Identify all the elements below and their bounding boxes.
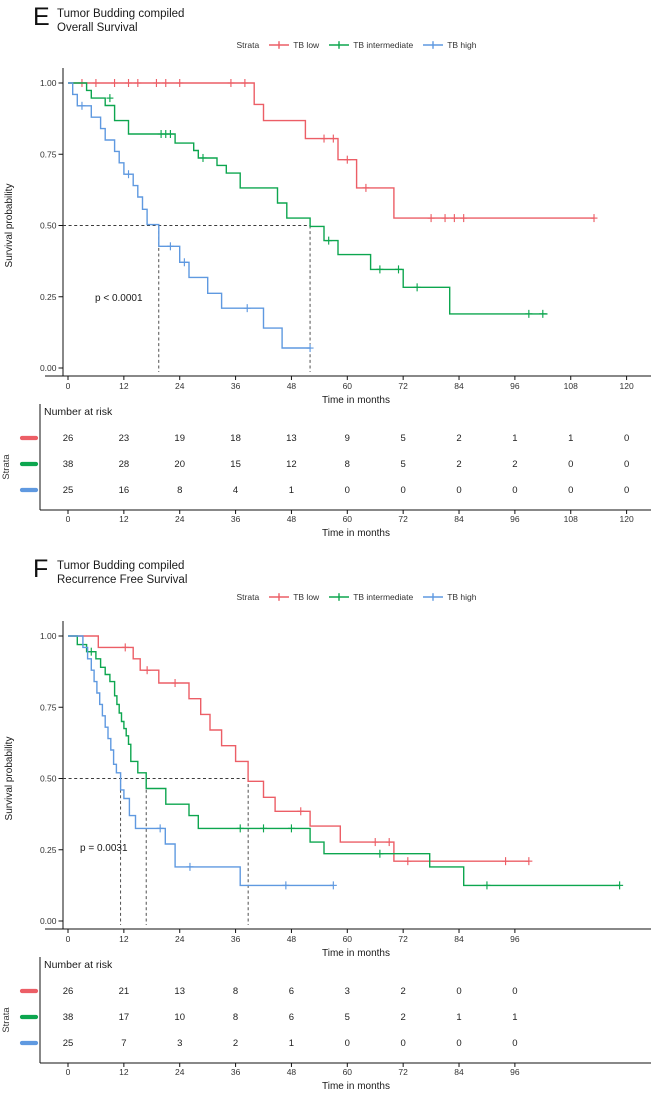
risk-count: 13: [286, 433, 297, 444]
risk-count: 0: [400, 485, 406, 496]
x-tick-label: 0: [65, 934, 71, 944]
risk-count: 1: [512, 433, 518, 444]
legend-item-tb-intermediate: [328, 592, 413, 602]
risk-count: 2: [400, 986, 406, 997]
risk-count: 5: [400, 433, 406, 444]
risk-axis-tick-label: 12: [119, 1067, 129, 1077]
panel-f-title: Tumor Budding compiled: [57, 560, 185, 572]
x-tick-label: 96: [510, 934, 520, 944]
y-tick-label: 0.25: [39, 291, 57, 302]
risk-count: 0: [623, 459, 630, 470]
risk-count: 15: [230, 459, 241, 470]
panel-f-header: [0, 548, 657, 611]
risk-count: 4: [232, 485, 239, 496]
p-value-label: p < 0.0001: [95, 293, 143, 304]
risk-count: 8: [344, 459, 350, 470]
risk-count: 18: [230, 433, 241, 444]
risk-count: 2: [400, 1012, 406, 1023]
risk-axis-tick-label: 84: [454, 514, 464, 524]
risk-count: 16: [118, 485, 130, 496]
x-tick-label: 72: [398, 934, 408, 944]
risk-count: 38: [62, 1012, 74, 1023]
y-tick-label: 0.00: [39, 363, 57, 373]
legend-label-tb-low: TB low: [293, 40, 320, 50]
panel-e-titles: [57, 0, 657, 35]
risk-count: 3: [177, 1038, 183, 1049]
x-tick-label: 24: [174, 934, 185, 944]
panel-f-subtitle: Recurrence Free Survival: [57, 574, 188, 587]
legend-item-tb-low: [268, 592, 319, 602]
risk-count: 1: [456, 1012, 462, 1023]
risk-axis-tick-label: 108: [563, 514, 578, 524]
panel-e-strata-legend: [0, 40, 657, 50]
x-tick-label: 12: [119, 934, 129, 944]
x-tick-label: 48: [286, 934, 297, 944]
risk-count: 21: [118, 986, 130, 997]
risk-count: 0: [512, 986, 518, 997]
y-axis-title: Survival probability: [4, 183, 15, 268]
risk-count: 23: [118, 433, 130, 444]
panel-f-strata-legend: [0, 592, 657, 602]
risk-table-title: Number at risk: [44, 406, 113, 418]
legend-title: Strata: [236, 592, 260, 602]
x-tick-label: 108: [563, 381, 578, 391]
km-plot-recurrence-free-survival: [0, 611, 657, 1101]
panel-recurrence-free-survival: [0, 548, 657, 1101]
risk-count: 28: [118, 459, 130, 470]
risk-axis-tick-label: 48: [286, 1067, 297, 1077]
x-tick-label: 48: [286, 381, 297, 391]
x-tick-label: 120: [619, 381, 634, 391]
risk-axis-tick-label: 48: [286, 514, 297, 524]
risk-axis-tick-label: 36: [230, 514, 241, 524]
risk-count: 8: [232, 1012, 239, 1023]
risk-axis-tick-label: 60: [342, 514, 353, 524]
risk-count: 0: [456, 1038, 462, 1049]
risk-axis-tick-label: 0: [65, 514, 71, 524]
legend-label-tb-intermediate: TB intermediate: [353, 592, 414, 602]
x-tick-label: 84: [454, 381, 464, 391]
risk-count: 7: [121, 1038, 127, 1049]
km-curve-tb-intermediate: [68, 636, 620, 885]
risk-table-title: Number at risk: [44, 959, 113, 971]
x-tick-label: 12: [119, 381, 129, 391]
risk-count: 13: [174, 986, 186, 997]
panel-e-subtitle: Overall Survival: [57, 22, 138, 35]
risk-count: 6: [288, 986, 295, 997]
risk-count: 1: [288, 1038, 295, 1049]
x-tick-label: 60: [342, 934, 353, 944]
risk-count: 25: [62, 1038, 74, 1049]
legend-label-tb-high: TB high: [447, 40, 477, 50]
risk-count: 2: [456, 433, 462, 444]
legend-item-tb-intermediate: [328, 40, 413, 50]
risk-axis-tick-label: 24: [174, 514, 185, 524]
risk-count: 17: [118, 1012, 130, 1023]
panel-e-title: Tumor Budding compiled: [57, 8, 185, 20]
panel-e-header: [0, 0, 657, 58]
risk-axis-tick-label: 96: [510, 514, 520, 524]
risk-count: 0: [623, 433, 630, 444]
risk-table-strata-label: Strata: [1, 1007, 12, 1033]
km-curve-tb-low: [68, 83, 594, 218]
legend-key-icon: [328, 592, 350, 602]
legend-item-tb-high: [422, 592, 476, 602]
legend-key-icon: [422, 40, 444, 50]
risk-count: 5: [344, 1012, 350, 1023]
risk-count: 8: [232, 986, 239, 997]
x-tick-label: 36: [230, 381, 241, 391]
risk-axis-tick-label: 24: [174, 1067, 185, 1077]
y-tick-label: 1.00: [39, 78, 57, 88]
legend-label-tb-low: TB low: [293, 592, 320, 602]
risk-count: 2: [456, 459, 462, 470]
risk-count: 5: [400, 459, 406, 470]
km-curve-tb-low: [68, 636, 529, 861]
risk-count: 38: [62, 459, 74, 470]
risk-count: 2: [232, 1038, 239, 1049]
panel-f-letter: F: [33, 555, 49, 583]
risk-count: 25: [62, 485, 74, 496]
risk-count: 26: [62, 433, 74, 444]
y-tick-label: 0.50: [39, 773, 57, 784]
x-tick-label: 84: [454, 934, 464, 944]
x-tick-label: 96: [510, 381, 520, 391]
y-tick-label: 0.25: [39, 844, 57, 855]
risk-table-strata-label: Strata: [1, 454, 12, 480]
risk-count: 0: [456, 485, 462, 496]
y-tick-label: 1.00: [39, 631, 57, 641]
x-tick-label: 72: [398, 381, 408, 391]
risk-count: 10: [174, 1012, 186, 1023]
legend-item-tb-low: [268, 40, 319, 50]
risk-count: 2: [512, 459, 518, 470]
risk-count: 0: [568, 485, 574, 496]
x-tick-label: 60: [342, 381, 353, 391]
legend-label-tb-intermediate: TB intermediate: [353, 40, 414, 50]
y-tick-label: 0.00: [39, 916, 57, 926]
x-tick-label: 0: [65, 381, 71, 391]
risk-count: 0: [568, 459, 574, 470]
x-axis-title: Time in months: [322, 948, 390, 959]
legend-label-tb-high: TB high: [447, 592, 477, 602]
risk-count: 26: [62, 986, 74, 997]
risk-axis-title: Time in months: [322, 1081, 390, 1092]
y-tick-label: 0.50: [39, 220, 57, 231]
risk-axis-tick-label: 84: [454, 1067, 464, 1077]
risk-count: 12: [286, 459, 297, 470]
km-plot-overall-survival: [0, 58, 657, 548]
legend-title: Strata: [236, 40, 260, 50]
risk-count: 0: [623, 485, 630, 496]
x-tick-label: 36: [230, 934, 241, 944]
risk-count: 0: [456, 986, 462, 997]
panel-f-titles: [57, 548, 657, 587]
p-value-label: p = 0.0031: [80, 843, 128, 854]
risk-count: 1: [288, 485, 295, 496]
risk-count: 0: [512, 1038, 518, 1049]
risk-axis-tick-label: 72: [398, 1067, 408, 1077]
risk-axis-tick-label: 72: [398, 514, 408, 524]
panel-e-letter: E: [33, 3, 50, 31]
risk-axis-tick-label: 36: [230, 1067, 241, 1077]
risk-count: 1: [568, 433, 574, 444]
legend-key-icon: [328, 40, 350, 50]
x-axis-title: Time in months: [322, 395, 390, 406]
risk-axis-title: Time in months: [322, 528, 390, 539]
risk-axis-tick-label: 0: [65, 1067, 71, 1077]
risk-count: 19: [174, 433, 186, 444]
panel-overall-survival: [0, 0, 657, 548]
risk-count: 3: [344, 986, 350, 997]
legend-key-icon: [268, 40, 290, 50]
risk-axis-tick-label: 96: [510, 1067, 520, 1077]
y-axis-title: Survival probability: [4, 736, 15, 821]
x-tick-label: 24: [174, 381, 185, 391]
risk-axis-tick-label: 120: [619, 514, 634, 524]
km-curve-tb-high: [68, 83, 310, 348]
y-tick-label: 0.75: [39, 149, 57, 160]
risk-count: 8: [177, 485, 183, 496]
legend-key-icon: [422, 592, 444, 602]
risk-count: 0: [512, 485, 518, 496]
risk-axis-tick-label: 60: [342, 1067, 353, 1077]
risk-count: 1: [512, 1012, 518, 1023]
risk-count: 0: [400, 1038, 406, 1049]
risk-count: 9: [344, 433, 350, 444]
risk-count: 0: [344, 485, 350, 496]
risk-axis-tick-label: 12: [119, 514, 129, 524]
risk-count: 0: [344, 1038, 350, 1049]
risk-count: 6: [288, 1012, 295, 1023]
km-curve-tb-intermediate: [68, 83, 548, 314]
legend-item-tb-high: [422, 40, 476, 50]
risk-count: 20: [174, 459, 186, 470]
legend-key-icon: [268, 592, 290, 602]
y-tick-label: 0.75: [39, 702, 57, 713]
